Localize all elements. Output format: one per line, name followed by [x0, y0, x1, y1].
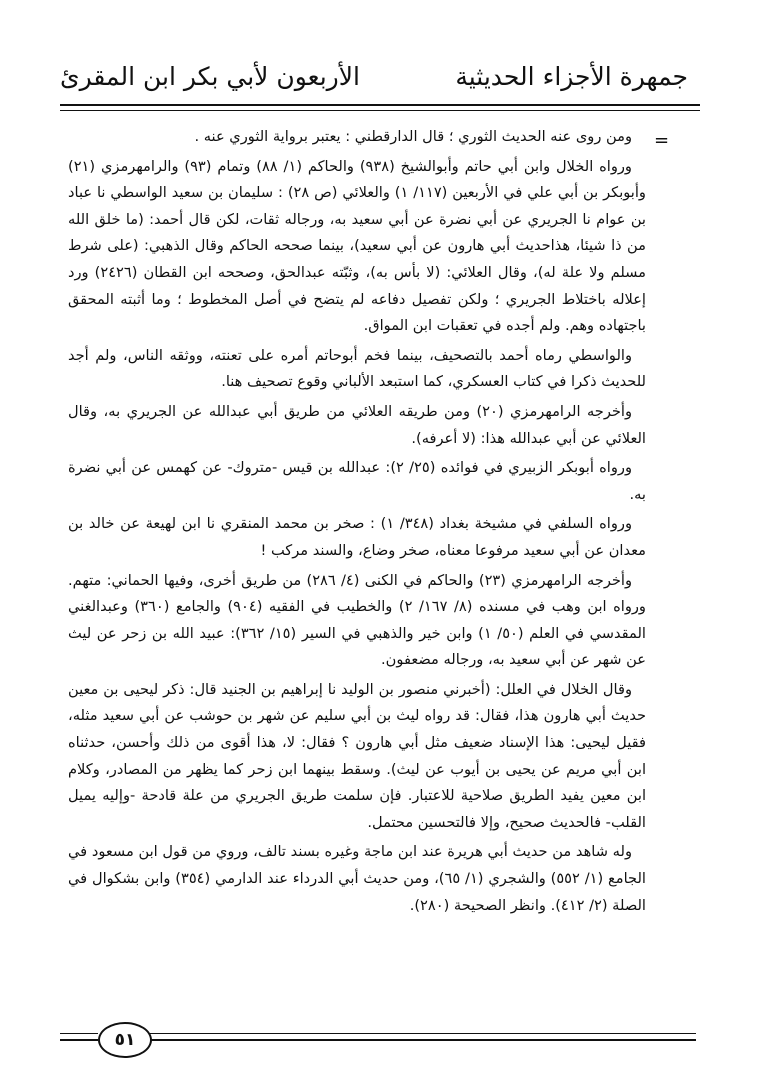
paragraph: ورواه السلفي في مشيخة بغداد (٣٤٨/ ١) : صخر بن محمد المنقري نا ابن لهيعة عن خالد بن معدان عن أبي سعيد مرفوعا معناه، صخر وضاع، والسند مركب !	[68, 515, 646, 559]
book-title: جمهرة الأجزاء الحديثية	[455, 62, 688, 91]
header-rule-thin	[60, 110, 700, 111]
page-number-text: ٥١	[114, 1030, 136, 1050]
footer-rule-thick	[150, 1039, 696, 1041]
paragraph: ومن روى عنه الحديث الثوري ؛ قال الدارقطني : يعتبر برواية الثوري عنه .	[194, 128, 632, 145]
paragraph: ورواه أبوبكر الزبيري في فوائده (٢٥/ ٢): عبدالله بن قيس -متروك- عن كهمس عن أبي نضرة به.	[68, 459, 646, 503]
paragraph: وقال الخلال في العلل: (أخبرني منصور بن الوليد نا إبراهيم بن الجنيد قال: ذكر ليحيى بن معين حديث أبي هارون هذا، فقال: قد رواه ليث بن أبي سليم عن شهر بن حوشب عن أبي سعيد مثله، فقيل ليحيى: هذا الإسناد ضعيف مثل أبي هارون ؟ فقال: لا، هذا أقوى من ذلك وأحسن، حدثناه ابن أبي مريم عن يحيى بن أيوب عن ليث). وسقط بينهما ابن زحر كما يظهر من المصادر، وكلام ابن معين يفيد الطريق صلاحية للاعتبار. فإن سلمت طريق الجريري من علة قادحة -وإليه يميل القلب- فالحديث صحيح، وإلا فالتحسين محتمل.	[68, 680, 646, 831]
paragraph: وله شاهد من حديث أبي هريرة عند ابن ماجة وغيره بسند تالف، وروي من قول ابن مسعود في الجامع (١/ ٥٥٢) والشجري (١/ ٦٥)، ومن حديث أبي الدرداء عند الدارمي (٣٥٤) وابن بشكوال في الصلة (٢/ ٤١٢). وانظر الصحيحة (٢٨٠).	[68, 843, 646, 914]
paragraph: وأخرجه الرامهرمزي (٢٣) والحاكم في الكنى (٤/ ٢٨٦) من طريق أخرى، وفيها الحماني: متهم. ورواه ابن وهب في مسنده (٨/ ١٦٧/ ٢) والخطيب في الفقيه (٩٠٤) والجامع (٣٦٠) وعبدالغني المقدسي في العلم (٥٠/ ١) وابن خير والذهبي في السير (١٥/ ٣٦٢): عبيد الله بن زحر عن ليث عن شهر عن أبي سعيد به، ورجاله مضعفون.	[68, 571, 646, 669]
body-text	[68, 124, 646, 922]
footer-rule-thick-left	[60, 1039, 98, 1041]
paragraph: وأخرجه الرامهرمزي (٢٠) ومن طريقه العلائي من طريق أبي عبدالله عن الجريري به، وقال العلائي عن أبي عبدالله هذا: (لا أعرفه).	[68, 402, 646, 447]
header-rule-thick	[60, 104, 700, 106]
page-number	[98, 1022, 152, 1058]
paragraph: ورواه الخلال وابن أبي حاتم وأبوالشيخ (٩٣٨) والحاكم (١/ ٨٨) وتمام (٩٣) والرامهرمزي (٢١) وأبوبكر بن أبي علي في الأربعين (١١٧/ ١) والعلائي (ص ٢٨) : سليمان بن سعيد الواسطي نا عباد بن عوام نا الجريري عن أبي نضرة عن أبي سعيد به، ورجاله ثقات، لكن قال أحمد: (ما خلق الله من ذا شيئا، هذاحديث أبي هارون عن أبي سعيد)، بينما صححه الحاكم وقال الذهبي: (على شرط مسلم ولا علة له)، وقال العلائي: (لا بأس به)، وثبّته عبدالحق، وصححه ابن القطان (٢٤٢٦) ورد إعلاله باختلاط الجريري ؛ ولكن تفصيل دفاعه لم يتضح في أصل المخطوط ؛ وما أثبته المحقق باجتهاده وهم. ولم أجده في تعقبات ابن المواق.	[68, 157, 647, 335]
footnote-continuation-mark: =	[654, 130, 670, 151]
section-title: الأربعون لأبي بكر ابن المقرئ	[60, 62, 360, 91]
footer-rule-thin	[150, 1033, 696, 1034]
paragraph: والواسطي رماه أحمد بالتصحيف، بينما فخم أبوحاتم أمره على تعنته، ووثقه الناس، ولم أجد للحديث ذكرا في كتاب العسكري، كما استبعد الألباني وقوع تصحيف هنا.	[68, 346, 646, 391]
footer-rule-thin-left	[60, 1033, 98, 1034]
